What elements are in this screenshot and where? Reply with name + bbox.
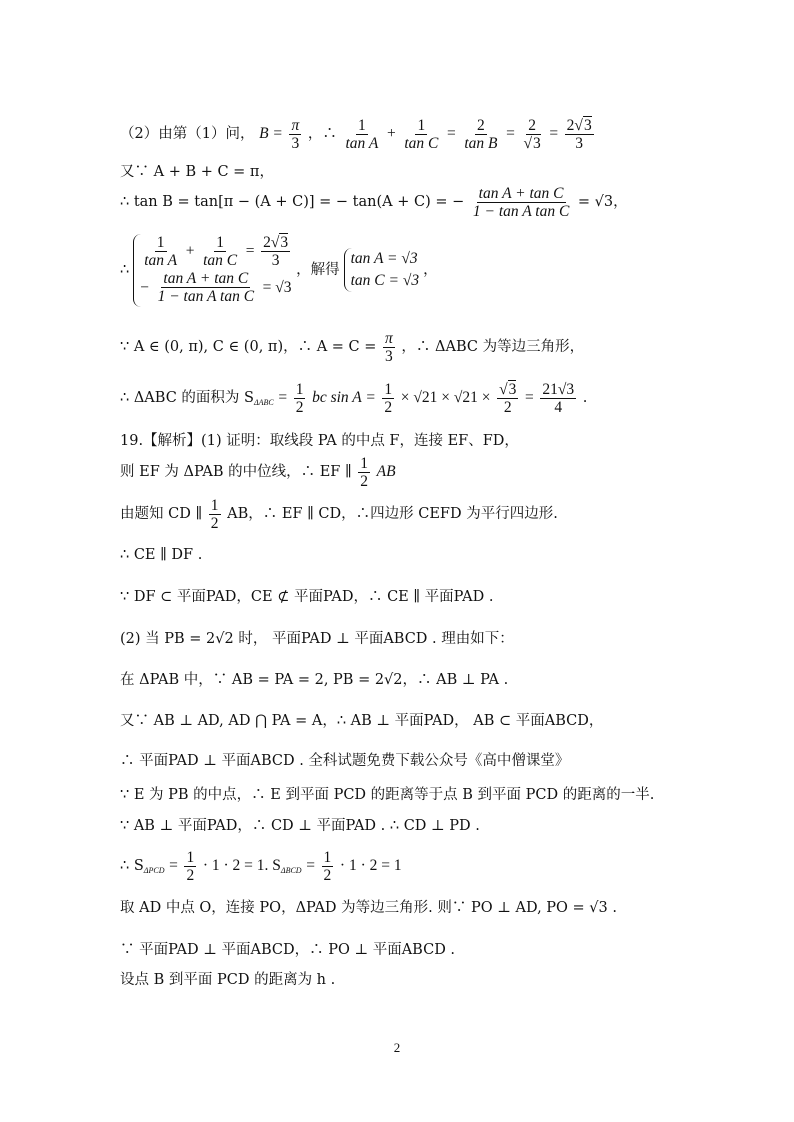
- solution-line-16: [120, 785, 654, 805]
- text: ，∴: [307, 126, 337, 142]
- page-number: 2: [393, 1040, 401, 1055]
- subscript: ΔABC: [253, 398, 274, 407]
- text: ∵ E 为 PB 的中点，∴ E 到平面 PCD 的距离等于点 B 到平面 PCD 的距离的一半.: [120, 787, 655, 803]
- text: ∵ DF ⊂ 平面PAD，CE ⊄ 平面PAD，∴ CE ∥ 平面PAD .: [120, 589, 494, 605]
- text: 又∵ AB ⊥ AD, AD ⋂ PA = A，∴ AB ⊥ 平面PAD， AB ⊂ 平面ABCD，: [120, 713, 604, 729]
- subscript: ΔPCD: [143, 866, 165, 875]
- text: ，: [423, 262, 438, 278]
- fraction-pi-over-3: $\frac{\pi}{3}$: [385, 329, 393, 365]
- solution-line-4-system: [120, 232, 438, 308]
- solution-line-20: [120, 940, 455, 960]
- text: 取 AD 中点 O，连接 PO，ΔPAD 为等边三角形. 则∵ PO ⊥ AD, PO = √3 .: [120, 900, 617, 916]
- equation-system-solution: tan A = √3 tan C = √3: [344, 248, 420, 292]
- text: ∴ CE ∥ DF .: [120, 547, 203, 563]
- solution-line-1: （2）由第（1）问， B = $\frac{\pi}{3}$ ，∴ $\frac{1}{\text{tan A}}$ + $\frac{1}{\text{tan C}}$ = $\frac{2}{\text{tan B}}$ = $\frac{2}{√3}$ = $\frac{2√3}{3}$: [120, 116, 592, 152]
- problem-19-header: [120, 431, 519, 451]
- text: ∴ 平面PAD ⊥ 平面ABCD . 全科试题免费下载公众号《高中僧课堂》: [120, 753, 570, 769]
- solution-line-12: [120, 629, 514, 649]
- solution-line-11: [120, 587, 493, 607]
- text: ，解得: [296, 262, 340, 278]
- text: 19.【解析】(1) 证明：取线段 PA 的中点 F，连接 EF、FD，: [120, 433, 519, 449]
- solution-line-18: ∴ $S_{\Delta PCD}$ = $\frac{1}{2}$ · 1 · 2 = 1. $S_{\Delta BCD}$ = $\frac{1}{2}$ · 1 · 2 = 1: [120, 848, 402, 884]
- solution-line-2: [120, 162, 274, 182]
- text: ，∴ ΔABC 为等边三角形，: [401, 339, 585, 355]
- text: AB，∴ EF ∥ CD，∴四边形 CEFD 为平行四边形.: [227, 506, 558, 522]
- therefore-symbol: ∴: [120, 262, 130, 278]
- solution-line-10: [120, 545, 202, 565]
- subscript: ΔBCD: [280, 866, 302, 875]
- fraction-pi-over-3: $\frac{\pi}{3}$: [291, 116, 300, 152]
- fraction-2-over-tanB: $\frac{2}{\text{tan B}}$: [464, 116, 498, 152]
- text: ∴ S: [120, 858, 144, 874]
- solution-line-13: [120, 670, 508, 690]
- text: 则 EF 为 ΔPAB 的中位线，∴ EF ∥: [120, 464, 352, 480]
- solution-line-19: [120, 898, 617, 918]
- fraction-2-over-sqrt3: $\frac{2}{√3}$: [523, 116, 541, 152]
- text: = √3，: [577, 194, 628, 210]
- solution-line-14: [120, 711, 603, 731]
- fraction-1-over-tanA: $\frac{1}{\text{tan A}}$: [345, 116, 379, 152]
- text: ∴ ΔABC 的面积为 S: [120, 390, 254, 406]
- solution-line-3: [120, 182, 628, 222]
- text: 由题知 CD ∥: [120, 506, 203, 522]
- text: 在 ΔPAB 中，∵ AB = PA = 2, PB = 2√2，∴ AB ⊥ PA .: [120, 672, 509, 688]
- solution-line-21: [120, 970, 335, 990]
- solution-line-6-area: ∴ ΔABC 的面积为 $S_{\Delta ABC}$ = $\frac{1}{2}$ bc sin A = $\frac{1}{2}$ × √21 × √21 × $\frac{√3}{2}$ = $\frac{21√3}{4}$ .: [120, 380, 588, 416]
- fraction-1-over-tanC: $\frac{1}{\text{tan C}}$: [404, 116, 439, 152]
- fraction-2sqrt3-over-3: $\frac{2√3}{3}$: [566, 116, 592, 152]
- text: ∵ AB ⊥ 平面PAD，∴ CD ⊥ 平面PAD . ∴ CD ⊥ PD .: [120, 818, 480, 834]
- solution-line-9: 由题知 CD ∥ $\frac{1}{2}$ AB，∴ EF ∥ CD，∴四边形 CEFD 为平行四边形.: [120, 496, 558, 532]
- text: （2）由第（1）问，: [120, 126, 255, 142]
- equation-system-left: $\frac{1}{\text{tan A}}$ + $\frac{1}{\text{tan C}}$ = $\frac{2√3}{3}$ − $\frac{\text{tan A + tan C}}{\text{1 − tan A tan C}}$ = √3: [133, 234, 292, 307]
- solution-line-15: [120, 751, 569, 771]
- text: ∵ 平面PAD ⊥ 平面ABCD，∴ PO ⊥ 平面ABCD .: [120, 942, 456, 958]
- solution-line-8: 则 EF 为 ΔPAB 的中位线，∴ EF ∥ $\frac{1}{2}$ AB: [120, 454, 396, 490]
- solution-line-17: [120, 816, 480, 836]
- text: ∴ tan B = tan[π − (A + C)] = − tan(A + C) = −: [120, 194, 465, 210]
- math: B =: [259, 125, 283, 142]
- text: 设点 B 到平面 PCD 的距离为 h .: [120, 972, 336, 988]
- text: 又∵ A + B + C = π，: [120, 164, 274, 180]
- fraction-tan-sum: $\frac{\text{tan A + tan C}}{\text{1 − tan A tan C}}$: [472, 184, 570, 220]
- text: (2) 当 PB = 2√2 时， 平面PAD ⊥ 平面ABCD . 理由如下：: [120, 631, 514, 647]
- text: ∵ A ∈ (0, π), C ∈ (0, π)，∴ A = C =: [120, 339, 377, 355]
- solution-line-5: [120, 327, 584, 367]
